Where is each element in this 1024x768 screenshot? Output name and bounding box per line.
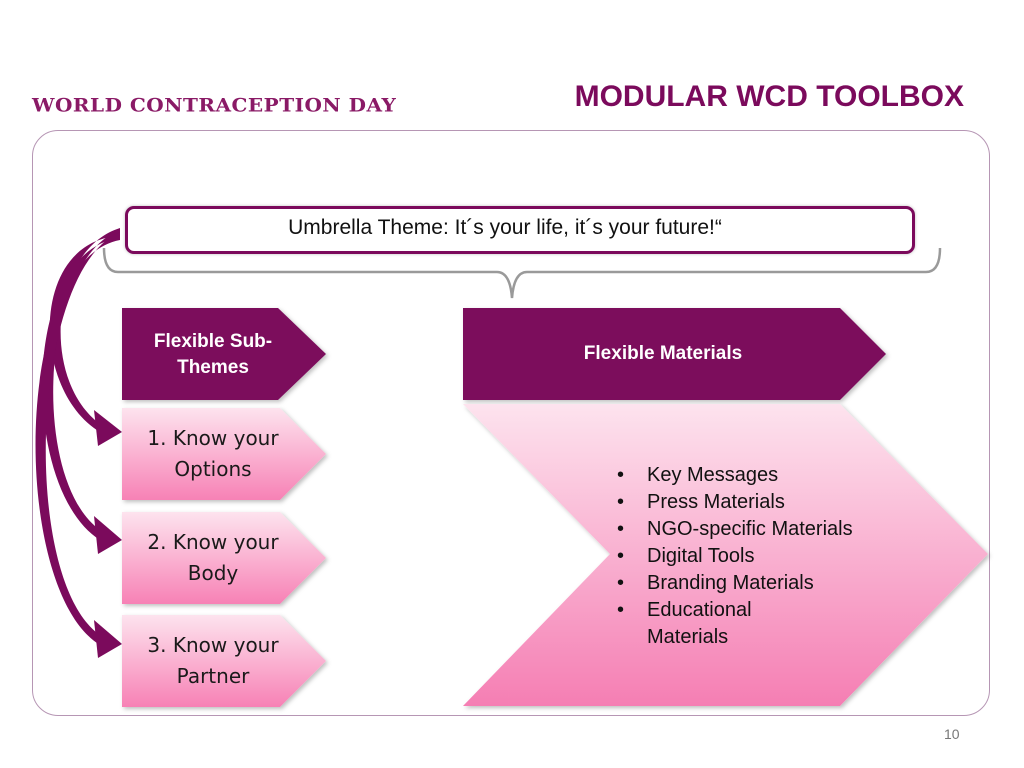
materials-header [463,308,863,400]
slide-title: MODULAR WCD TOOLBOX [574,80,964,113]
subthemes-header-text: Flexible Sub-Themes [153,331,273,378]
materials-item: • Press Materials [613,489,903,516]
arrow-head-2 [94,516,122,554]
curved-arrows [36,228,122,658]
subtheme-item-2-line2: Body [187,561,239,585]
subtheme-item-3-line1: 3. Know your [147,633,279,657]
page-number: 10 [944,726,960,742]
subtheme-item-3-line2: Partner [176,664,250,688]
materials-list [613,462,903,651]
arrow-head-3 [94,620,122,658]
materials-header-text: Flexible Materials [583,343,743,364]
umbrella-brace [104,248,940,298]
materials-item: • Digital Tools [613,543,903,570]
materials-item: • Key Messages [613,462,903,489]
materials-item: • Branding Materials [613,570,903,597]
umbrella-theme-box [125,206,915,254]
wcd-logo: WORLD CONTRACEPTION DAY [32,94,397,117]
materials-item: • Educational Materials [613,597,797,651]
subtheme-item-1-line1: 1. Know your [147,426,279,450]
subtheme-item-2-line1: 2. Know your [147,530,279,554]
umbrella-theme-text: Umbrella Theme: It´s your life, it´s your future!“ [288,216,722,239]
subthemes-header [130,320,296,390]
subtheme-item-2 [122,512,304,604]
materials-item: • NGO-specific Materials [613,516,903,543]
arrow-head-1 [94,410,122,446]
subtheme-item-1-line2: Options [174,457,252,481]
arrow-stem-2 [42,230,120,540]
subtheme-item-1 [122,408,304,500]
subtheme-item-3 [122,615,304,707]
